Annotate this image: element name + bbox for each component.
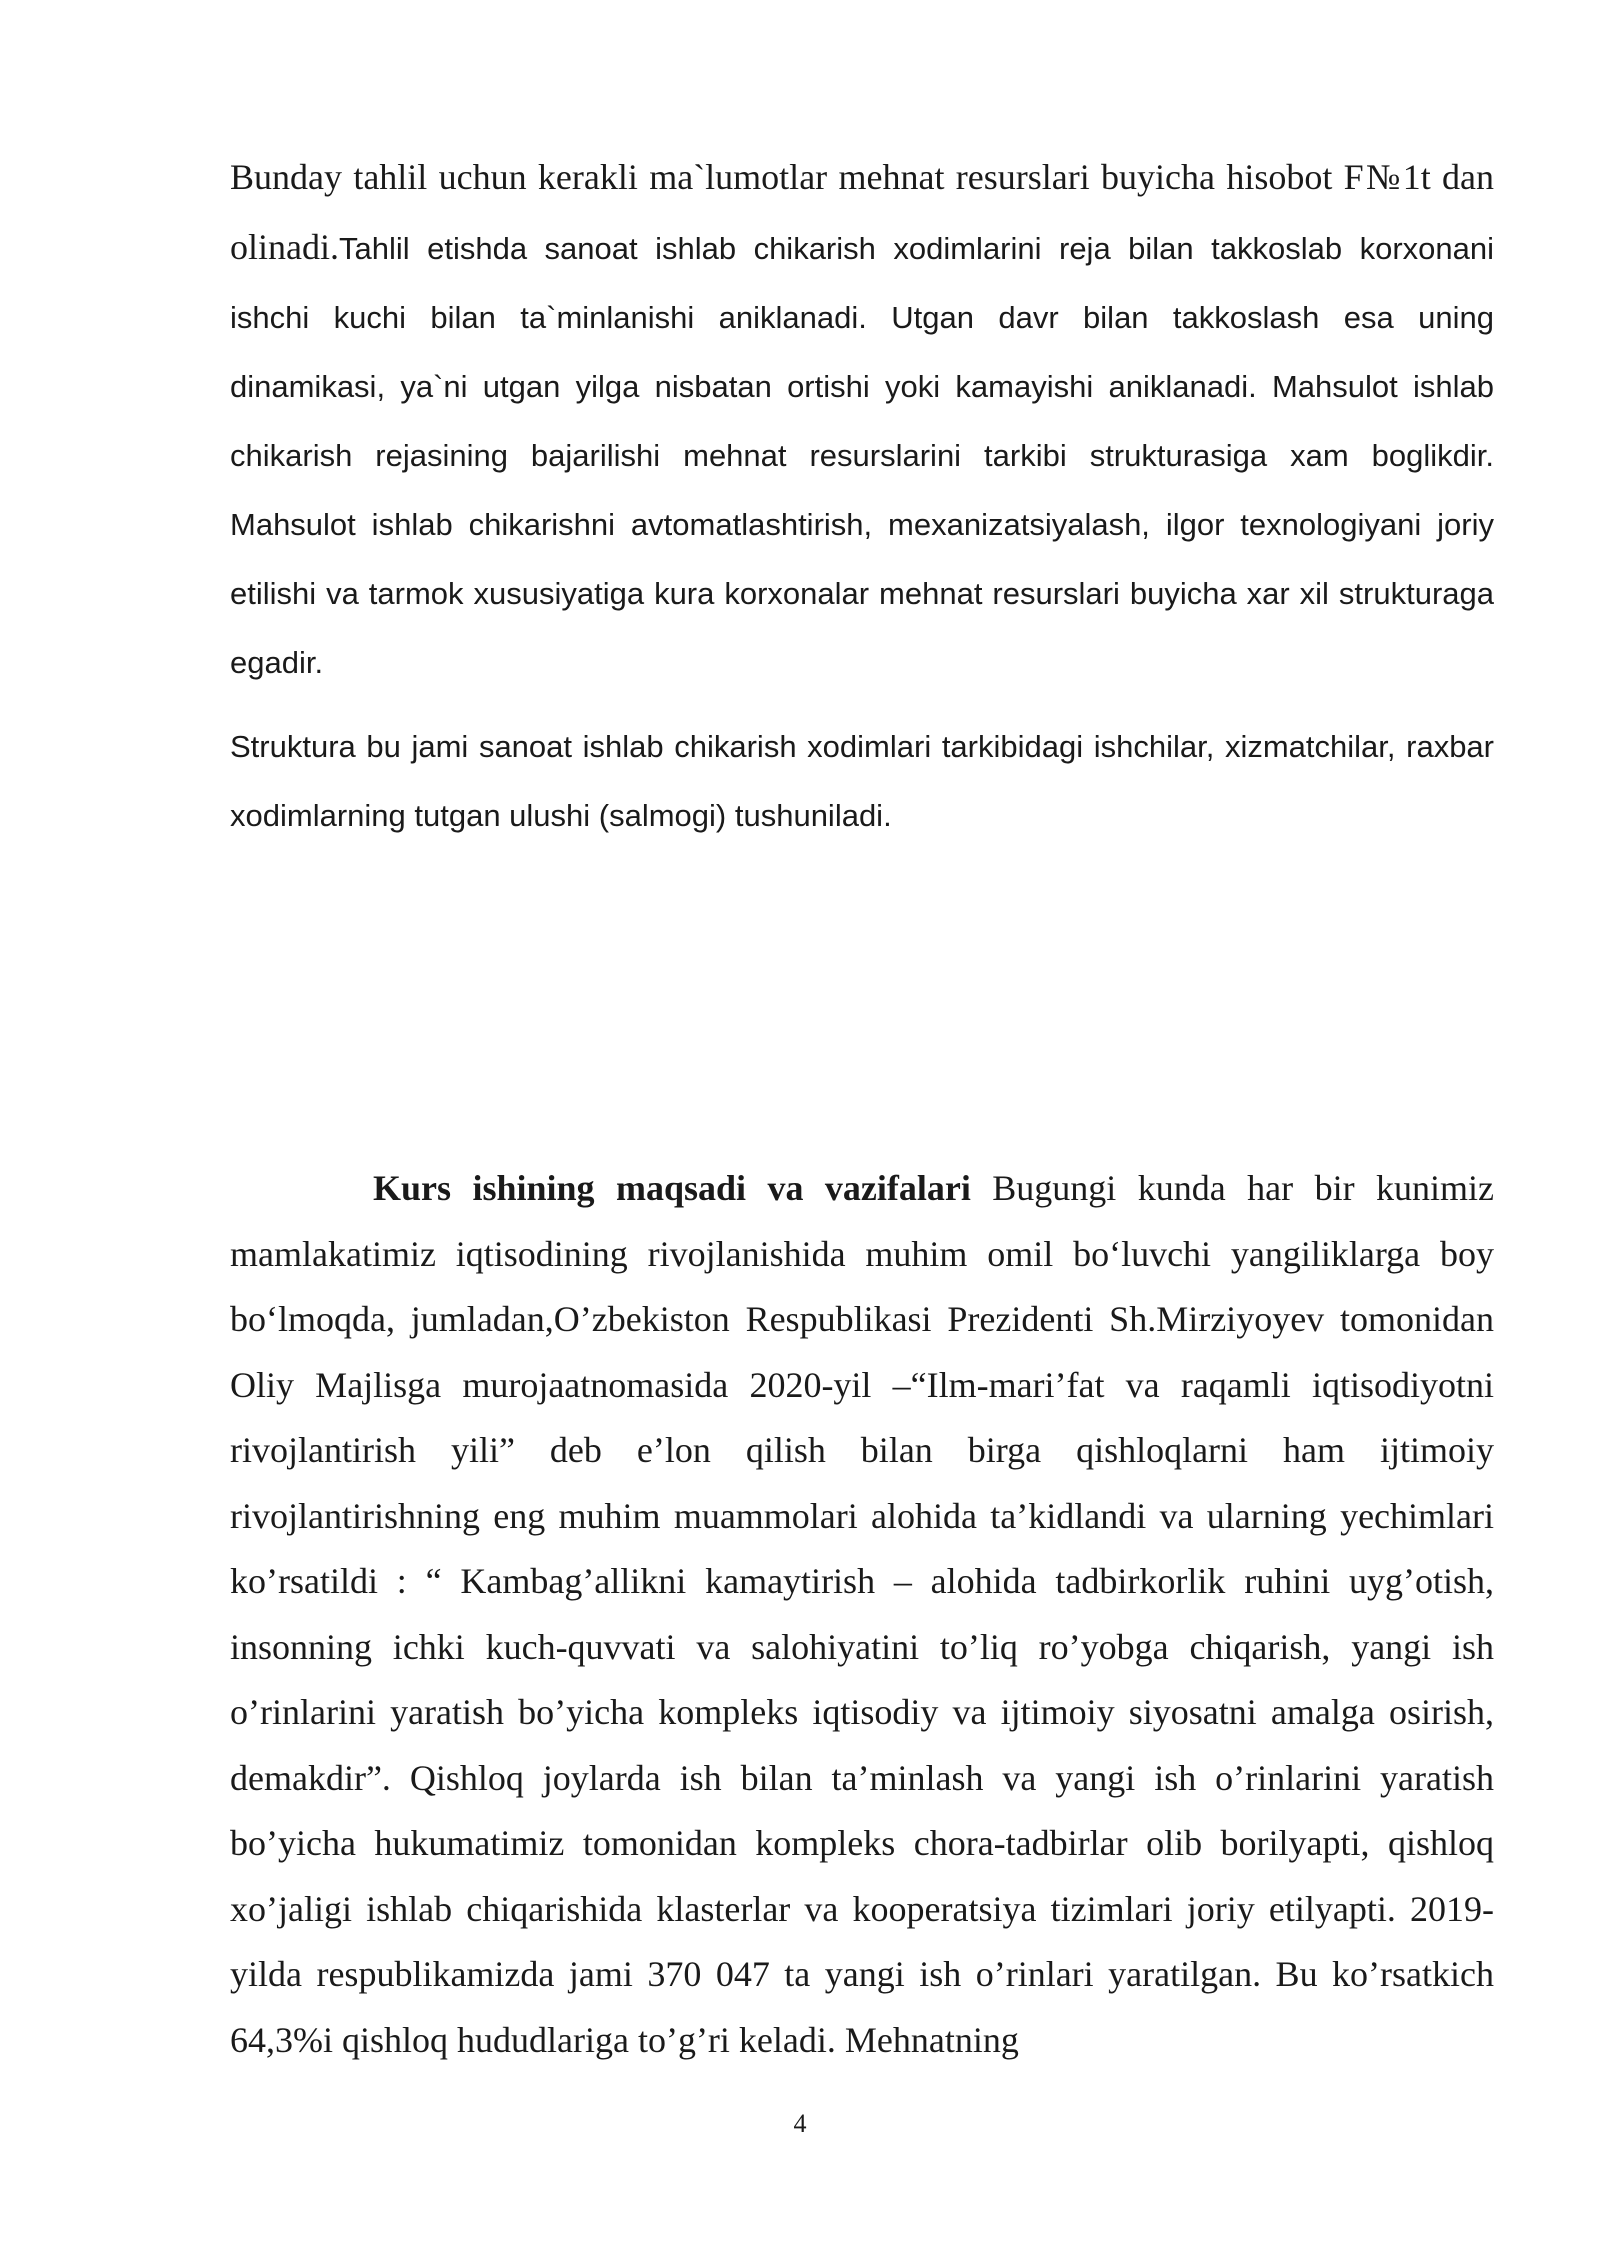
page-number: 4 (793, 2109, 807, 2138)
paragraph-labor-analysis (230, 143, 1494, 697)
paragraph-structure-definition: Struktura bu jami sanoat ishlab chikarish xodimlari tarkibidagi ishchilar, xizmatchilar, raxbar xodimlarning tutgan ulushi (salmogi) tushuniladi. (230, 729, 1494, 833)
paragraph-course-goals (230, 1156, 1494, 2073)
paragraph-labor-analysis-sans-run: Tahlil etishda sanoat ishlab chikarish xodimlarini reja bilan takkoslab korxonani ishchi kuchi bilan ta`minlanishi aniklanadi. Utgan davr bilan takkoslash esa uning dinamikasi, ya`ni utgan yilga nisbatan ortishi yoki kamayishi aniklanadi. Mahsulot ishlab chikarish rejasining bajarilishi mehnat resurslarini tarkibi strukturasiga xam boglikdir. Mahsulot ishlab chikarishni avtomatlashtirish, mexanizatsiyalash, ilgor texnologiyani joriy etilishi va tarmok xususiyatiga kura korxonalar mehnat resurslari buyicha xar xil strukturaga egadir. (230, 231, 1494, 680)
paragraph-labor-analysis-serif-run: Bunday tahlil uchun kerakli ma`lumotlar mehnat resurslari buyicha hisobot F№1t dan olinadi. (230, 157, 1494, 267)
course-goals-heading: Kurs ishining maqsadi va vazifalari (373, 1168, 971, 1208)
course-goals-body: Bugungi kunda har bir kunimiz mamlakatimiz iqtisodining rivojlanishida muhim omil bo‘luvchi yangiliklarga boy bo‘lmoqda, jumladan,O’zbekiston Respublikasi Prezidenti Sh.Mirziyoyev tomonidan Oliy Majlisga murojaatnomasida 2020-yil –“Ilm-mari’fat va raqamli iqtisodiyotni rivojlantirish yili” deb e’lon qilish bilan birga qishloqlarni ham ijtimoiy rivojlantirishning eng muhim muammolari alohida ta’kidlandi va ularning yechimlari ko’rsatildi : “ Kambag’allikni kamaytirish – alohida tadbirkorlik ruhini uyg’otish, insonning ichki kuch-quvvati va salohiyatini to’liq ro’yobga chiqarish, yangi ish o’rinlarini yaratish bo’yicha kompleks iqtisodiy va ijtimoiy siyosatni amalga osirish, demakdir”. Qishloq joylarda ish bilan ta’minlash va yangi ish o’rinlarini yaratish bo’yicha hukumatimiz tomonidan kompleks chora-tadbirlar olib borilyapti, qishloq xo’jaligi ishlab chiqarishida klasterlar va kooperatsiya tizimlari joriy etilyapti. 2019-yilda respublikamizda jami 370 047 ta yangi ish o’rinlari yaratilgan. Bu ko’rsatkich 64,3%i qishloq hududlariga to’g’ri keladi. Mehnatning (230, 1168, 1494, 2060)
